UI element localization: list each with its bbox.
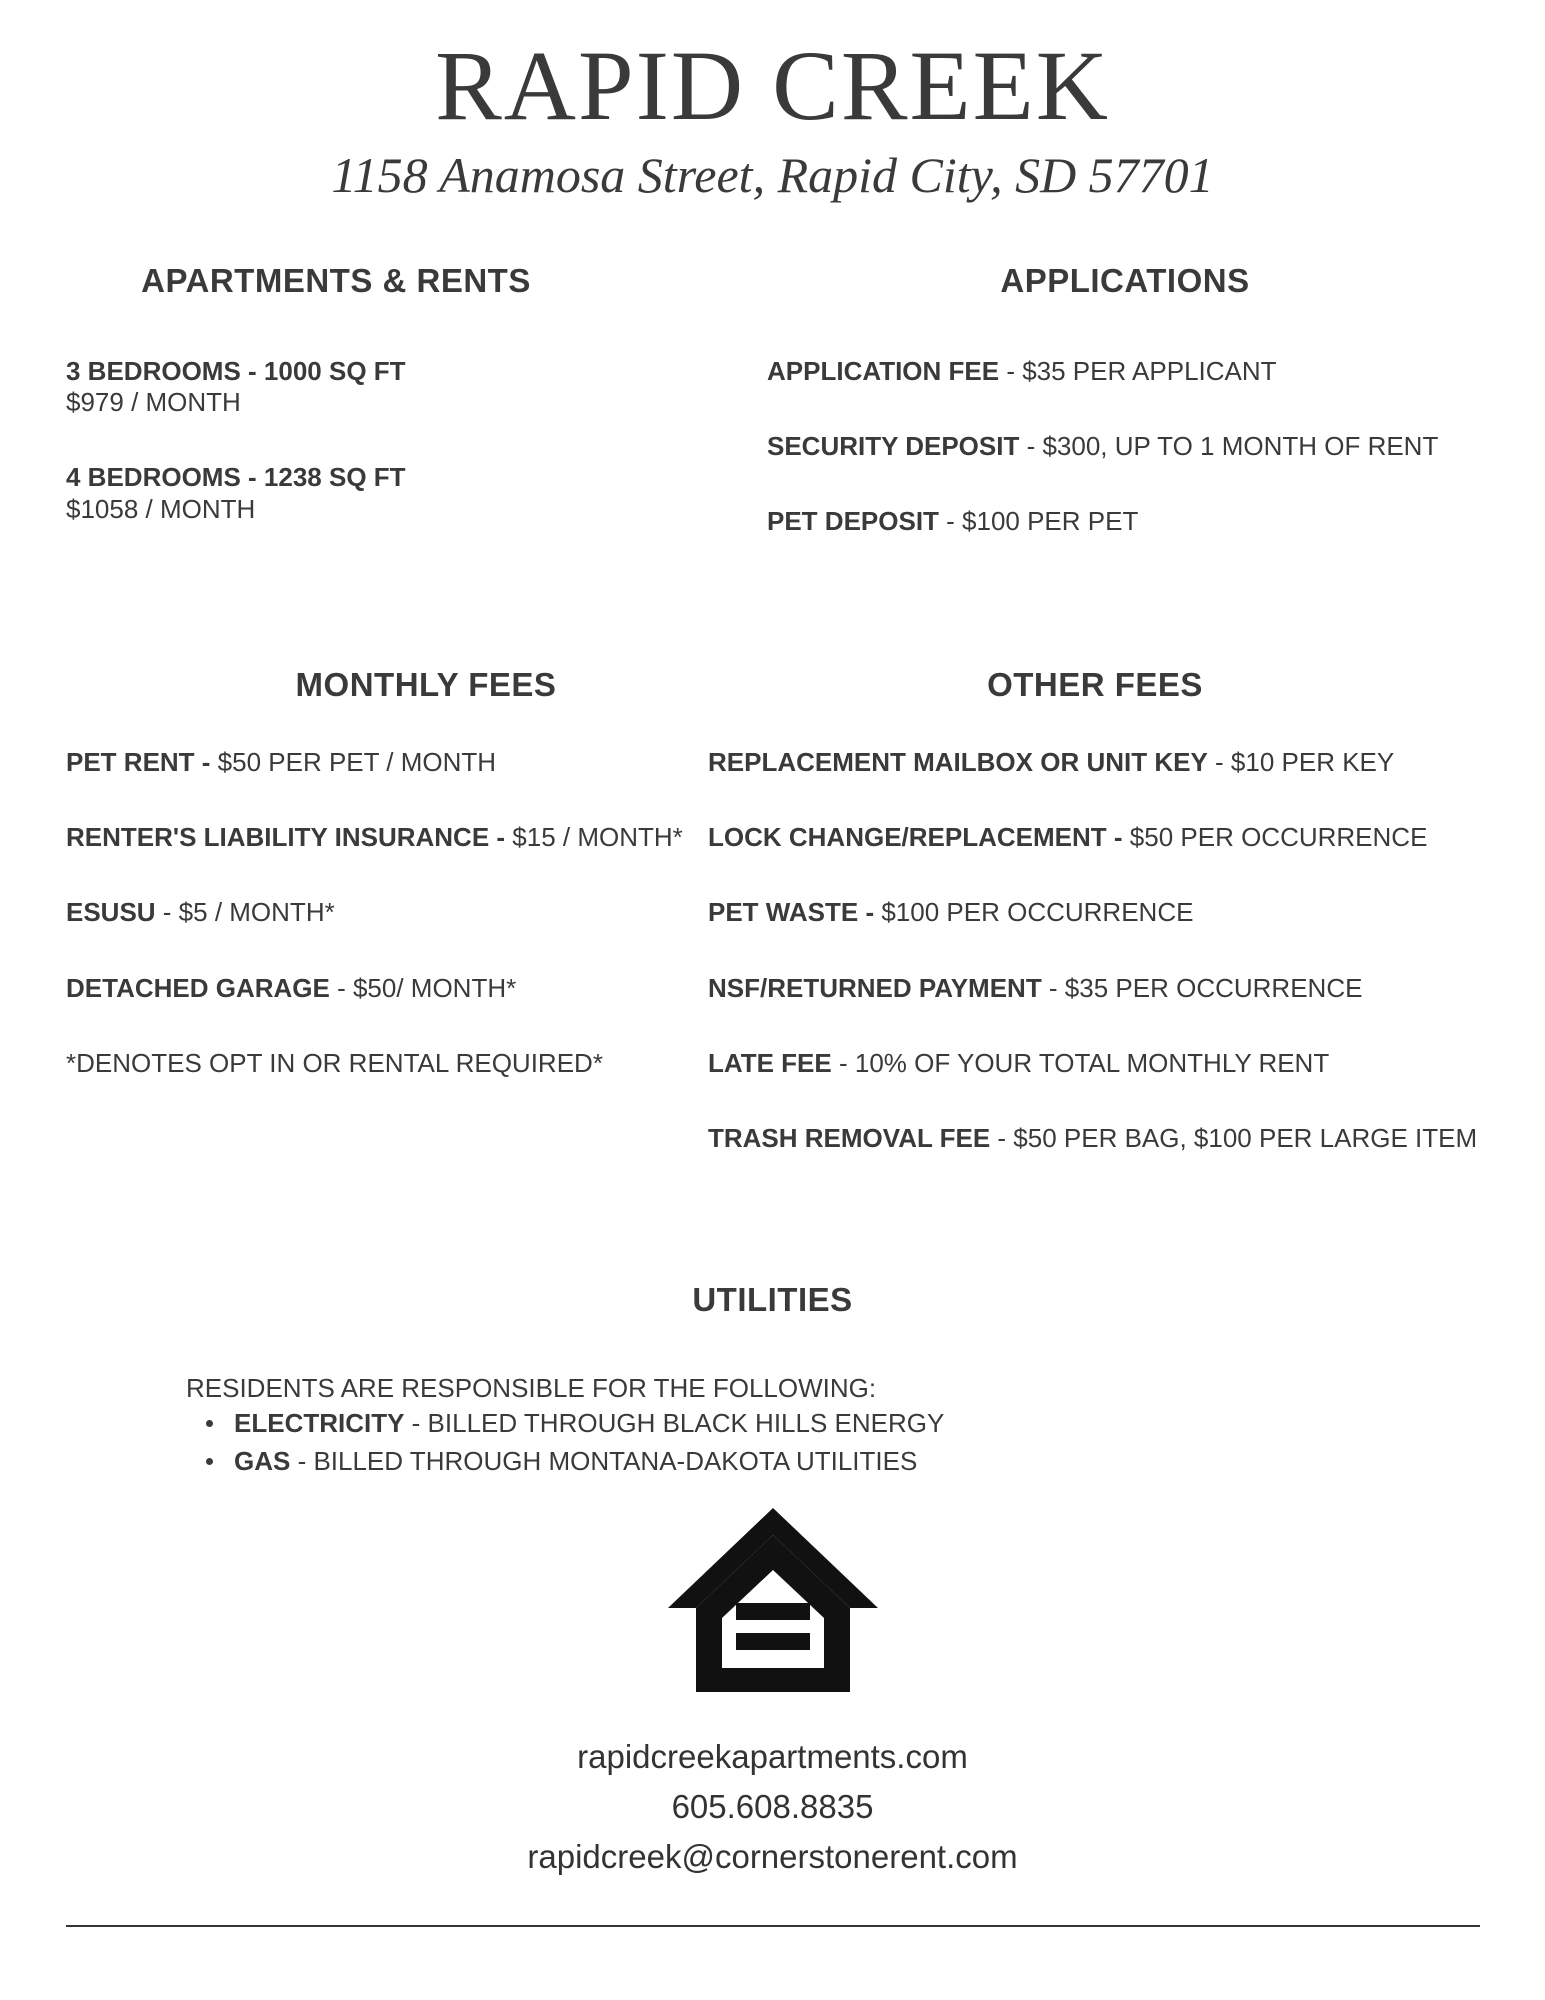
utility-item	[186, 1404, 944, 1442]
fee-value: - $35 PER OCCURRENCE	[1041, 972, 1363, 1003]
fee-value: - 10% OF YOUR TOTAL MONTHLY RENT	[831, 1047, 1330, 1078]
application-label: APPLICATION FEE	[767, 356, 1000, 386]
fee-label: LATE FEE	[708, 1047, 832, 1078]
fees-footnote: *DENOTES OPT IN OR RENTAL REQUIRED*	[66, 1047, 603, 1078]
fee-label: DETACHED GARAGE	[66, 972, 330, 1003]
fee-label: NSF/RETURNED PAYMENT	[708, 972, 1042, 1003]
fee-value: $50 PER PET / MONTH	[210, 747, 497, 777]
fee-value: $100 PER OCCURRENCE	[874, 897, 1194, 928]
fee-label: PET RENT -	[66, 747, 211, 777]
application-item	[767, 356, 1438, 387]
footer-divider	[66, 1925, 1480, 1927]
fee-label: ESUSU	[66, 897, 156, 928]
utilities-list	[186, 1404, 944, 1480]
applications-list	[767, 356, 1438, 538]
fee-value: - $5 / MONTH*	[155, 897, 335, 928]
application-value: - $35 PER APPLICANT	[999, 356, 1277, 386]
unit-price: $1058 / MONTH	[66, 493, 256, 524]
other-fee-item	[708, 897, 1477, 928]
monthly-fees-heading: MONTHLY FEES	[295, 666, 557, 703]
application-label: SECURITY DEPOSIT	[767, 431, 1020, 462]
fee-value: $50 PER OCCURRENCE	[1122, 822, 1428, 853]
website-link[interactable]: rapidcreekapartments.com	[577, 1738, 968, 1775]
utility-value: - BILLED THROUGH BLACK HILLS ENERGY	[404, 1408, 945, 1439]
fee-value: - $50 PER BAG, $100 PER LARGE ITEM	[990, 1122, 1478, 1153]
utilities-heading: UTILITIES	[692, 1281, 853, 1318]
fee-label: LOCK CHANGE/REPLACEMENT -	[708, 822, 1123, 853]
utilities-section	[186, 1373, 944, 1480]
unit-price: $979 / MONTH	[66, 387, 241, 418]
unit-label: 4 BEDROOMS - 1238 SQ FT	[66, 462, 406, 493]
other-fees-heading: OTHER FEES	[987, 666, 1203, 703]
applications-heading: APPLICATIONS	[1000, 262, 1250, 299]
phone-number[interactable]: 605.608.8835	[671, 1788, 874, 1825]
application-item	[767, 506, 1438, 537]
application-value: - $100 PER PET	[938, 506, 1139, 537]
property-title: RAPID CREEK	[435, 30, 1110, 141]
unit-label: 3 BEDROOMS - 1000 SQ FT	[66, 356, 406, 386]
property-address: 1158 Anamosa Street, Rapid City, SD 57701	[331, 147, 1214, 203]
other-fee-item	[708, 1048, 1477, 1079]
application-item	[767, 431, 1438, 462]
other-fees-list	[708, 747, 1477, 1154]
application-label: PET DEPOSIT	[767, 506, 939, 537]
other-fee-item	[708, 822, 1477, 853]
equal-housing-icon	[668, 1508, 878, 1692]
email-link[interactable]: rapidcreek@cornerstonerent.com	[527, 1838, 1018, 1875]
monthly-fee-item	[66, 747, 683, 778]
other-fee-item	[708, 747, 1477, 778]
fee-value: - $50/ MONTH*	[329, 972, 517, 1003]
monthly-fee-item	[66, 822, 683, 853]
apartments-list	[66, 356, 406, 525]
unit-item	[66, 356, 406, 387]
monthly-fees-list	[66, 747, 683, 1079]
utility-value: - BILLED THROUGH MONTANA-DAKOTA UTILITIES	[290, 1446, 918, 1477]
utility-label: GAS	[234, 1446, 291, 1477]
utility-label: ELECTRICITY	[234, 1408, 405, 1439]
application-value: - $300, UP TO 1 MONTH OF RENT	[1019, 431, 1439, 462]
fee-label: TRASH REMOVAL FEE	[708, 1122, 991, 1153]
utilities-intro: RESIDENTS ARE RESPONSIBLE FOR THE FOLLOWING:	[186, 1373, 877, 1403]
fee-value: - $10 PER KEY	[1207, 747, 1395, 777]
utility-item	[186, 1442, 944, 1480]
monthly-fee-item	[66, 897, 683, 928]
other-fee-item	[708, 1123, 1477, 1154]
fee-label: REPLACEMENT MAILBOX OR UNIT KEY	[708, 747, 1208, 777]
unit-item	[66, 462, 406, 493]
monthly-fee-item	[66, 973, 683, 1004]
fee-label: PET WASTE -	[708, 897, 875, 928]
apartments-heading: APARTMENTS & RENTS	[141, 262, 531, 299]
fee-label: RENTER'S LIABILITY INSURANCE -	[66, 822, 506, 853]
other-fee-item	[708, 973, 1477, 1004]
fee-value: $15 / MONTH*	[505, 822, 683, 853]
